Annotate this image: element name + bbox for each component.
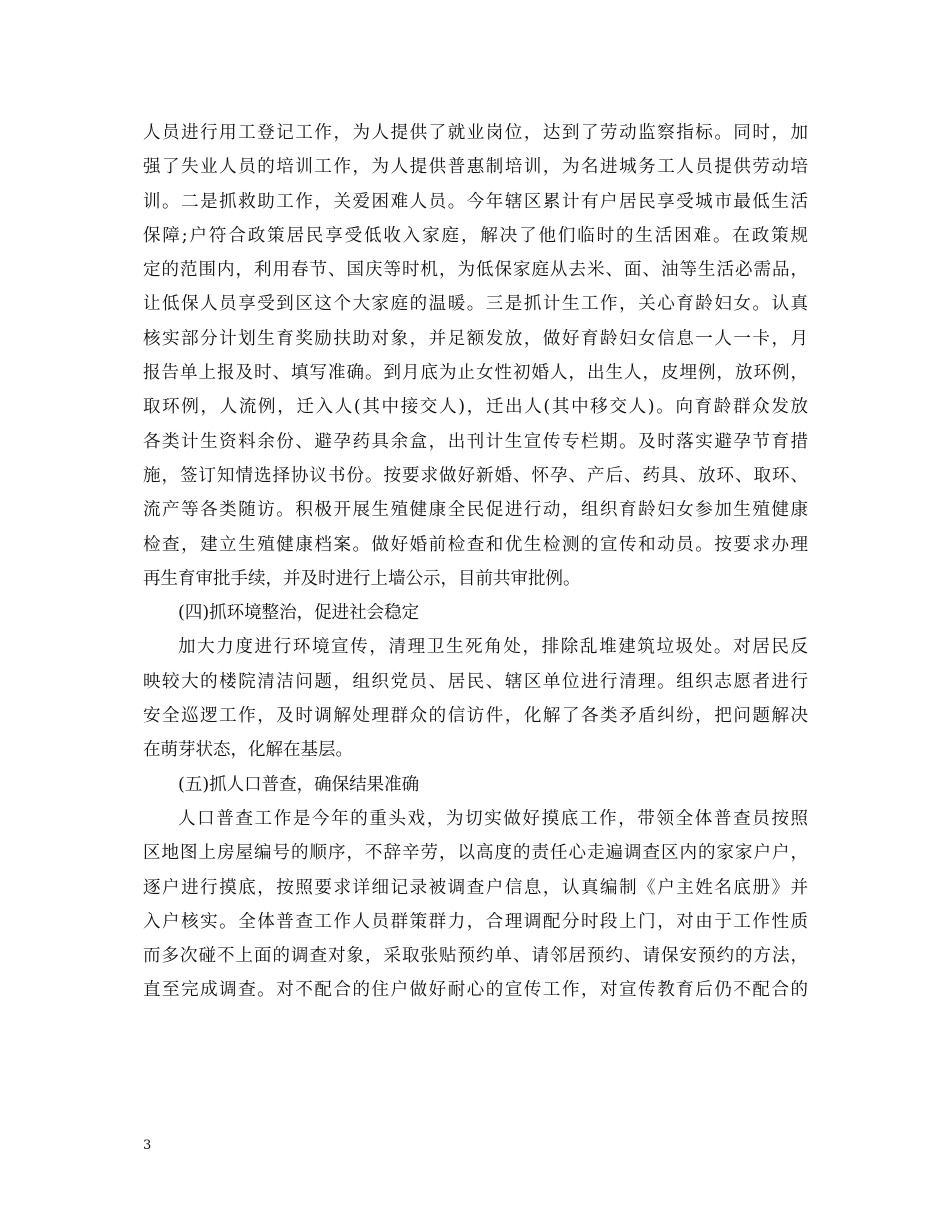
text-line: 报告单上报及时、填写准确。到月底为止女性初婚人，出生人，皮埋例，放环例， [143,363,808,384]
page-number: 3 [143,1138,152,1153]
text-line: 映较大的楼院清洁问题，组织党员、居民、辖区单位进行清理。组织志愿者进行 [143,671,808,692]
text-line: 在萌芽状态，化解在基层。 [143,740,353,761]
text-line: 保障;户符合政策居民享受低收入家庭，解决了他们临时的生活困难。在政策规 [143,225,808,246]
text-line: 取环例，人流例，迁入人(其中接交人)，迁出人(其中移交人)。向育龄群众发放 [143,397,808,418]
text-line: (四)抓环境整治，促进社会稳定 [178,603,420,624]
text-line: 定的范围内，利用春节、国庆等时机，为低保家庭从去米、面、油等生活必需品， [143,260,808,281]
text-line: 而多次碰不上面的调查对象，采取张贴预约单、请邻居预约、请保安预约的方法， [143,946,808,967]
text-line: 检查，建立生殖健康档案。做好婚前检查和优生检测的宣传和动员。按要求办理 [143,534,808,555]
text-line: 再生育审批手续，并及时进行上墙公示，目前共审批例。 [143,568,581,589]
text-line: 人员进行用工登记工作，为人提供了就业岗位，达到了劳动监察指标。同时，加 [143,123,808,143]
text-line: 逐户进行摸底，按照要求详细记录被调查户信息，认真编制《户主姓名底册》并 [143,877,808,898]
text-line: 强了失业人员的培训工作，为人提供普惠制培训，为名进城务工人员提供劳动培 [143,157,808,178]
text-line: 加大力度进行环境宣传，清理卫生死角处，排除乱堆建筑垃圾处。对居民反 [178,637,808,658]
text-line: 入户核实。全体普查工作人员群策群力，合理调配分时段上门，对由于工作性质 [143,911,808,932]
text-line: 训。二是抓救助工作，关爱困难人员。今年辖区累计有户居民享受城市最低生活 [143,191,808,212]
text-line: 核实部分计划生育奖励扶助对象，并足额发放，做好育龄妇女信息一人一卡，月 [143,328,808,349]
text-line: 安全巡逻工作，及时调解处理群众的信访件，化解了各类矛盾纠纷，把问题解决 [143,706,808,727]
text-line: 施，签订知情选择协议书份。按要求做好新婚、怀孕、产后、药具、放环、取环、 [143,465,808,486]
text-line: (五)抓人口普查，确保结果准确 [178,774,420,795]
text-line: 人口普查工作是今年的重头戏，为切实做好摸底工作，带领全体普查员按照 [178,808,808,829]
text-line: 流产等各类随访。积极开展生殖健康全民促进行动，组织育龄妇女参加生殖健康 [143,500,808,521]
body-text [143,116,808,1008]
text-line: 各类计生资料余份、避孕药具余盒，出刊计生宣传专栏期。及时落实避孕节育措 [143,431,808,452]
text-line: 让低保人员享受到区这个大家庭的温暖。三是抓计生工作，关心育龄妇女。认真 [143,294,808,315]
text-line: 直至完成调查。对不配合的住户做好耐心的宣传工作，对宣传教育后仍不配合的 [143,980,808,1001]
text-line: 区地图上房屋编号的顺序，不辞辛劳，以高度的责任心走遍调查区内的家家户户， [143,843,808,864]
